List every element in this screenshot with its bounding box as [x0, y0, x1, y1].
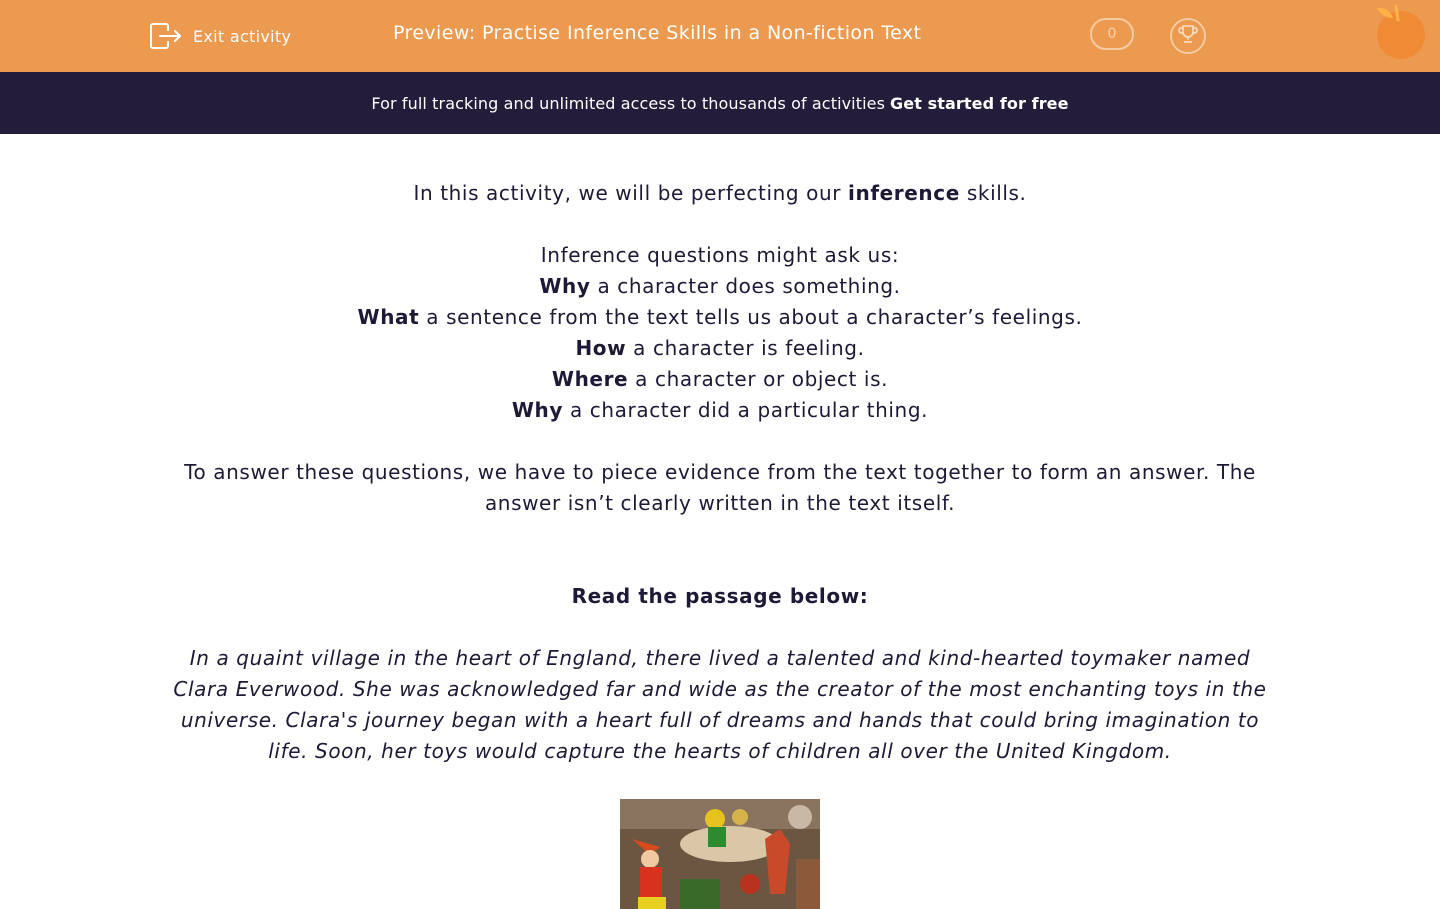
question-line: What a sentence from the text tells us about a character’s feelings. [357, 305, 1083, 329]
top-bar [0, 0, 1440, 72]
exit-activity-button[interactable] [149, 20, 291, 52]
orange-logo [1374, 4, 1434, 68]
question-line: Where a character or object is. [551, 367, 889, 391]
questions-heading: Inference questions might ask us: [540, 243, 900, 267]
question-line: Why a character did a particular thing. [511, 398, 929, 422]
intro-after: skills. [959, 181, 1027, 205]
read-passage-heading: Read the passage below: [571, 584, 869, 608]
upgrade-banner [0, 72, 1440, 134]
get-started-link[interactable]: Get started for free [890, 93, 1069, 113]
exit-icon [149, 21, 183, 51]
trophy-button[interactable] [1170, 18, 1206, 54]
activity-content [160, 134, 1280, 909]
intro-bold-word: inference [848, 181, 960, 205]
intro-text [160, 178, 1280, 209]
banner-text: For full tracking and unlimited access to thousands of activities [371, 93, 886, 113]
page-title: Preview: Practise Inference Skills in a Non-fiction Text [393, 22, 922, 44]
intro-before: In this activity, we will be perfecting our [413, 181, 849, 205]
exit-activity-label: Exit activity [193, 26, 292, 46]
explanation-text: To answer these questions, we have to piece evidence from the text together to form an answer. The answer isn’t clearly written in the text itself. [184, 460, 1256, 515]
trophy-icon [1177, 23, 1199, 49]
toys-photo [620, 799, 820, 909]
score-badge: 0 [1090, 18, 1134, 50]
question-line: Why a character does something. [539, 274, 901, 298]
question-line: How a character is feeling. [575, 336, 865, 360]
passage-text: In a quaint village in the heart of England, there lived a talented and kind-hearted toymaker named Clara Everwood. She was acknowledged far and wide as the creator of the most enchanting toys in the universe. Clara's journey began with a heart full of dreams and hands that could bring imagination to life. Soon, her toys would capture the hearts of children all over the United Kingdom. [173, 646, 1267, 763]
